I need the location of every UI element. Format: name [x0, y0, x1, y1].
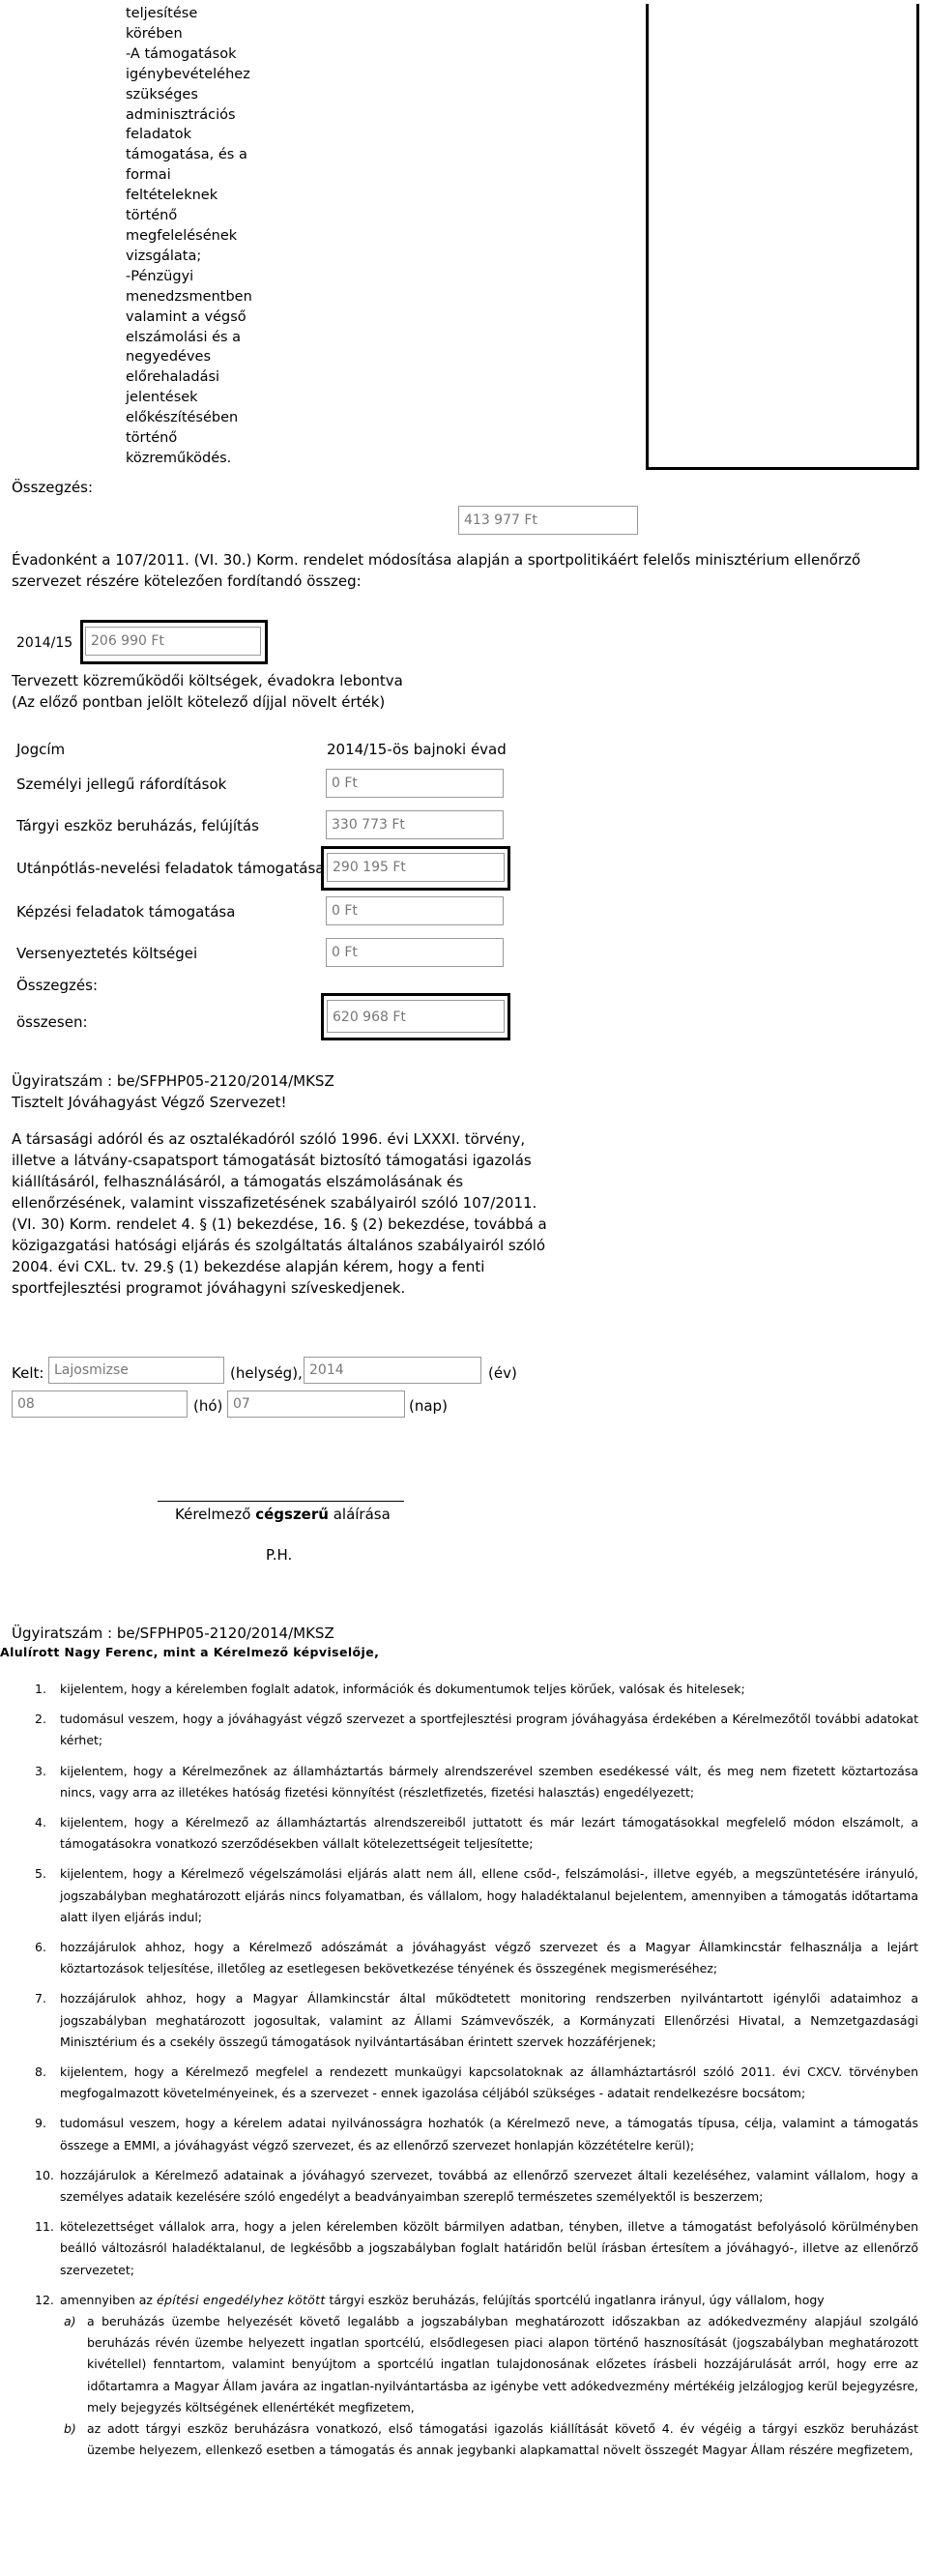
- declaration-subitem-letter: a): [64, 2314, 76, 2329]
- cost-row-label: Utánpótlás-nevelési feladatok támogatása: [16, 860, 325, 877]
- declaration-subitem-text: az adott tárgyi eszköz beruházásra vonatkozó, első támogatási igazolás kiállítását követő 4. év végéig a tárgyi eszköz beruházást üzembe helyezem, ellenkező esetben a támogatás és annak jegybanki alapkamattal növelt összegét Magyar Állam részére megfizetem,: [87, 2421, 918, 2458]
- activity-description: [126, 4, 271, 469]
- activity-line: elszámolási és a: [126, 329, 242, 345]
- place-input[interactable]: Lajosmizse: [48, 1357, 224, 1384]
- declaration-item: [29, 1679, 918, 1700]
- declaration-item-text: kijelentem, hogy a Kérelmező megfelel a rendezett munkaügyi kapcsolatoknak az államháztartásról szóló 2011. évi CXCV. törvényben megfogalmazott követelményeinek, és a szervezet - ennek igazolása céljából szükséges - adatait rendelkezésre bocsátom;: [60, 2064, 918, 2101]
- costs-heading-2: (Az előző pontban jelölt kötelező díjjal növelt érték): [12, 693, 386, 711]
- declaration-item-number: 1.: [35, 1682, 46, 1696]
- declaration-item-number: 11.: [35, 2219, 54, 2235]
- activity-line: menedzsmentben: [126, 288, 252, 305]
- activity-line: történő: [126, 430, 178, 447]
- activity-line: vizsgálata;: [126, 248, 202, 264]
- signature-line: [158, 1501, 404, 1502]
- year-input[interactable]: 2014: [304, 1357, 481, 1384]
- declaration-item-number: 4.: [35, 1815, 46, 1830]
- cost-row-label: Versenyeztetés költségei: [16, 945, 198, 962]
- declaration-item-text: tudomásul veszem, hogy a kérelem adatai nyilvánosságra hozhatók (a Kérelmező neve, a támogatás típusa, célja, valamint a támogatás összege a EMMI, a jóváhagyást végző szervezet, és az ellenőrző szervezet honlapján közzétételre kerül);: [60, 2116, 918, 2152]
- season-value[interactable]: 206 990 Ft: [85, 627, 261, 656]
- declaration-item: [29, 2113, 918, 2155]
- activity-line: adminisztrációs: [126, 106, 236, 123]
- declaration-item-number: 3.: [35, 1763, 46, 1778]
- activity-side-box: [646, 4, 919, 470]
- activity-line: valamint a végső: [126, 308, 246, 325]
- season-text: Évadonként a 107/2011. (VI. 30.) Korm. rendelet módosítása alapján a sportpolitikáért felelős minisztérium ellenőrző szervezet részére kötelezően fordítandó összeg:: [12, 551, 861, 590]
- declaration-item-text: kijelentem, hogy a Kérelmező végelszámolási eljárás alatt nem áll, ellene csőd-, felszámolási-, illetve egyéb, a megszüntetésére irányuló, jogszabályban meghatározott eljárás nincs folyamatban, és vállalom, hogy haladéktalanul bejelentem, amennyiben a támogatás időtartama alatt ilyen eljárás indul;: [60, 1866, 918, 1924]
- declaration-item: [29, 1863, 918, 1928]
- activity-line: jelentések: [126, 390, 198, 406]
- activity-line: negyedéves: [126, 349, 211, 366]
- activity-line: szükséges: [126, 86, 198, 102]
- declaration-item-text: hozzájárulok ahhoz, hogy a Kérelmező adószámát a jóváhagyást végző szervezet és a Magyar Államkincstár felhasználja a lejárt köztartozások teljesítése, illetőleg az esetlegesen bekövetkezése tényének és összegének megismeréséhez;: [60, 1940, 918, 1976]
- declaration-item-number: 7.: [35, 1991, 46, 2006]
- day-input[interactable]: 07: [227, 1390, 405, 1418]
- declaration-item-text: hozzájárulok a Kérelmező adatainak a jóváhagyó szervezet, továbbá az ellenőrző szervezet általi kezeléséhez, valamint vállalom, hogy a személyes adataik kezelésére szóló engedélyt a beadványaimban szereplő természetes személyektől is beszerzem;: [60, 2167, 918, 2205]
- declaration-item-text: kijelentem, hogy a Kérelmező az államháztartás alrendszereiből juttatott és már lezárt támogatásokkal megfelelő módon elszámolt, a támogatásokra vonatkozó szerződésekben vállalt kötelezettségeit teljesítette;: [60, 1815, 918, 1852]
- declaration-item: [29, 1937, 918, 1979]
- day-label: (nap): [409, 1397, 448, 1415]
- declaration-item: [29, 1812, 918, 1855]
- declaration-item: [29, 1761, 918, 1803]
- activity-line: feltételeknek: [126, 188, 218, 204]
- cost-row-label: Képzési feladatok támogatása: [16, 903, 236, 921]
- declaration-item-12: 12. amennyiben az építési engedélyhez kötött tárgyi eszköz beruházás, felújítás sportcélú ingatlanra irányul, úgy vállalom, hogy a) a beruházás üzembe helyezését követő legalább a jogszabályban meghatározott időszakban az adókedvezmény alapjául szolgáló beruházás révén üzembe helyezett ingatlan sportcélú, elsődlegesen piaci alapon történő hasznosítását (jogszabályban meghatározott kivétellel) fenntartom, valamint benyújtom a sportcélú ingatlan tulajdonosának előzetes írásbeli hozzájárulását arról, hogy erre az időtartamra a Magyar Állam javára az ingatlan-nyilvántartásba az igénybe vett adókedvezmény mértékéig jelzálogjog kerül bejegyzésre, mely bejegyzés költségének ellenértékét megfizetem, b) az adott tárgyi eszköz beruházásra vonatkozó, első támogatási igazolás kiállítását követő 4. év végéig a tárgyi eszköz beruházást üzembe helyezem, ellenkező esetben a támogatás és annak jegybanki alapkamattal növelt összegét Magyar Állam részére megfizetem,: [29, 2290, 918, 2462]
- file-number: Ügyiratszám : be/SFPHP05-2120/2014/MKSZ: [12, 1072, 334, 1090]
- activity-line: -A támogatások: [126, 45, 237, 62]
- declaration-item-text: kijelentem, hogy a Kérelmezőnek az államháztartás bármely alrendszerével szemben esedékessé vált, és meg nem fizetett köztartozása nincs, vagy arra az illetékes hatóság fizetési könnyítést (részletfizetés, fizetési halasztás) engedélyezett;: [60, 1763, 918, 1800]
- activity-line: támogatása, és a: [126, 147, 247, 163]
- request-body: A társasági adóról és az osztalékadóról szóló 1996. évi LXXXI. törvény, illetve a látvány-csapatsport támogatását biztosító támogatási igazolás kiállításáról, felhasználásáról, a támogatás elszámolásának és ellenőrzésének, valamint visszafizetésének szabályairól szóló 107/2011. (VI. 30) Korm. rendelet 4. § (1) bekezdése, 16. § (2) bekezdése, továbbá a közigazgatási hatósági eljárás és szolgáltatás általános szabályairól szóló 2004. évi CXL. tv. 29.§ (1) bekezdése alapján kérem, hogy a fenti sportfejlesztési programot jóváhagyni szíveskedjenek.: [12, 1130, 547, 1297]
- summary-label-top: Összegzés:: [12, 479, 94, 496]
- declaration-subitem-text: a beruházás üzembe helyezését követő legalább a jogszabályban meghatározott időszakban az adókedvezmény alapjául szolgáló beruházás révén üzembe helyezett ingatlan sportcélú, elsődlegesen piaci alapon történő hasznosítását (jogszabályban meghatározott kivétellel) fenntartom, valamint benyújtom a sportcélú ingatlan tulajdonosának előzetes írásbeli hozzájárulását arról, hogy erre az időtartamra a Magyar Állam javára az ingatlan-nyilvántartásba az igénybe vett adókedvezmény mértékéig jelzálogjog kerül bejegyzésre, mely bejegyzés költségének ellenértékét megfizetem,: [87, 2314, 918, 2415]
- costs-total-value[interactable]: 620 968 Ft: [327, 1000, 505, 1033]
- cost-row-value[interactable]: 0 Ft: [326, 896, 504, 925]
- activity-line: formai: [126, 167, 171, 184]
- declaration-subitem: [60, 2418, 918, 2461]
- month-label: (hó): [193, 1397, 223, 1415]
- activity-line: előrehaladási: [126, 369, 220, 386]
- ph-label: P.H.: [266, 1546, 293, 1564]
- cost-row-value[interactable]: 330 773 Ft: [326, 810, 504, 839]
- declaration-item: [29, 1988, 918, 2053]
- costs-col-season: 2014/15-ös bajnoki évad: [327, 741, 507, 758]
- declaration-item-number: 5.: [35, 1866, 46, 1882]
- costs-col-label: Jogcím: [16, 741, 66, 758]
- cost-row-label: Személyi jellegű ráfordítások: [16, 776, 227, 793]
- declaration-intro: Alulírott Nagy Ferenc, mint a Kérelmező képviselője,: [0, 1645, 380, 1659]
- activity-line: teljesítése: [126, 6, 198, 21]
- greeting: Tisztelt Jóváhagyást Végző Szervezet!: [12, 1094, 287, 1111]
- place-label: (helység),: [230, 1364, 303, 1382]
- cost-row-value[interactable]: 0 Ft: [326, 769, 504, 798]
- activity-line: történő: [126, 208, 178, 224]
- declaration-item-number: 8.: [35, 2064, 46, 2080]
- declaration-item-number: 9.: [35, 2116, 46, 2131]
- costs-summary-label: Összegzés:: [16, 977, 99, 994]
- cost-row-value[interactable]: 0 Ft: [326, 938, 504, 967]
- year-label: (év): [488, 1364, 517, 1382]
- declaration-subitem: [60, 2311, 918, 2418]
- summary-value-top[interactable]: 413 977 Ft: [458, 506, 638, 535]
- activity-line: -Pénzügyi: [126, 268, 194, 284]
- declaration-file-number: Ügyiratszám : be/SFPHP05-2120/2014/MKSZ: [12, 1625, 334, 1642]
- activity-line: közreműködés.: [126, 450, 232, 466]
- declaration-item-text: kijelentem, hogy a kérelemben foglalt adatok, információk és dokumentumok teljes körűek, valósak és hitelesek;: [60, 1682, 745, 1696]
- activity-line: igénybevételéhez: [126, 66, 250, 82]
- activity-line: előkészítésében: [126, 410, 239, 426]
- activity-line: körében: [126, 25, 183, 42]
- declaration-item-number: 2.: [35, 1712, 46, 1727]
- declaration-list: [29, 1679, 918, 2462]
- declaration-subitem-letter: b): [64, 2421, 76, 2437]
- declaration-item: [29, 2216, 918, 2281]
- season-label: 2014/15: [16, 635, 73, 651]
- declaration-item-number: 6.: [35, 1940, 46, 1955]
- declaration-item-text: hozzájárulok ahhoz, hogy a Magyar Államkincstár által működtetett monitoring rendszerben nyilvántartott igénylői adataimhoz a jogszabályban meghatározott jogosultak, valamint az Állami Számvevőszék, a Kormányzati Ellenőrzési Hivatal, a Nemzetgazdasági Minisztérium és a csekély összegű támogatások nyilvántartásában érintett szervek hozzáférjenek;: [60, 1991, 918, 2049]
- costs-heading-1: Tervezett közreműködői költségek, évadokra lebontva: [12, 672, 403, 689]
- declaration-item-number: 10.: [35, 2167, 54, 2182]
- kelt-label: Kelt:: [12, 1364, 44, 1382]
- declaration-item-text: tudomásul veszem, hogy a jóváhagyást végző szervezet a sportfejlesztési program jóváhagyása érdekében a Kérelmezőtől további adatokat kérhet;: [60, 1712, 918, 1748]
- cost-row-value[interactable]: 290 195 Ft: [327, 853, 505, 882]
- cost-row-label: Tárgyi eszköz beruházás, felújítás: [16, 817, 259, 834]
- declaration-item: [29, 2062, 918, 2104]
- costs-total-label: összesen:: [16, 1013, 88, 1031]
- declaration-item: [29, 2165, 918, 2208]
- activity-line: megfelelésének: [126, 227, 238, 244]
- declaration-item: [29, 1709, 918, 1751]
- signature-caption: Kérelmező cégszerű aláírása: [175, 1506, 391, 1523]
- activity-line: feladatok: [126, 127, 191, 143]
- declaration-item-text: kötelezettséget vállalok arra, hogy a jelen kérelemben közölt bármilyen adatban, tényben, illetve a támogatást befolyásoló körülményben beálló változásról haladéktalanul, de legkésőbb a jogszabályban foglalt határidőn belül írásban értesítem a jóváhagyó-, illetve az ellenőrző szervezetet;: [60, 2219, 918, 2277]
- month-input[interactable]: 08: [12, 1390, 188, 1418]
